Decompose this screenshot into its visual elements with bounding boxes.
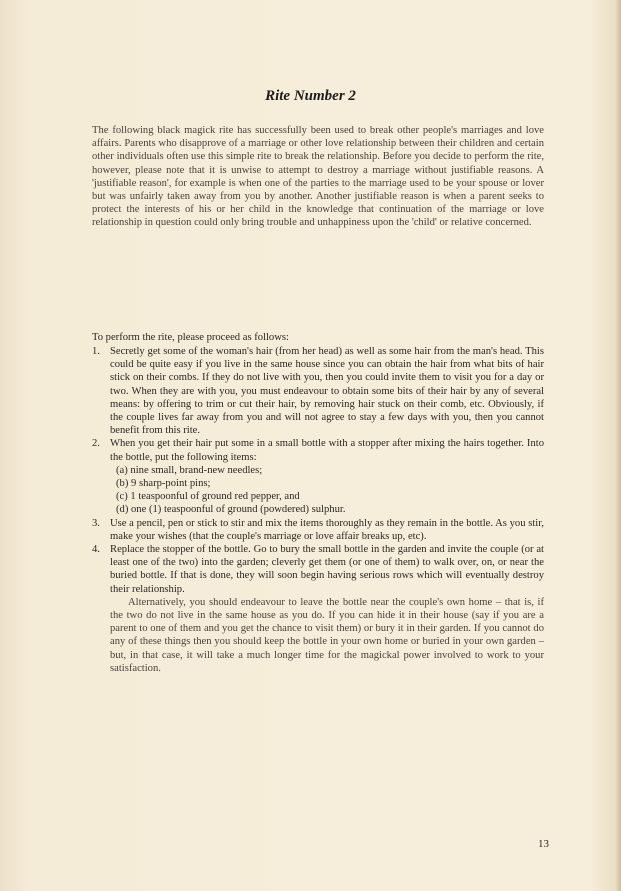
step-text: When you get their hair put some in a small bottle with a stopper after mixing the hairs together. Into the bottle, put the following items: bbox=[110, 438, 544, 463]
ingredient-item: (b) 9 sharp-point pins; bbox=[116, 478, 211, 490]
page-number: 13 bbox=[538, 838, 549, 850]
ingredient-item: (c) 1 teaspoonful of ground red pepper, and bbox=[116, 491, 300, 503]
step-1 bbox=[92, 345, 544, 437]
step-number: 1. bbox=[92, 346, 100, 357]
intro-paragraph bbox=[92, 124, 544, 230]
step-number: 4. bbox=[92, 544, 100, 556]
alternative-paragraph: Alternatively, you should endeavour to leave the bottle near the couple's own home – that is, if the two do not live in the same house as you do. If you can hide it in their house (say if you are a parent to one of them and you get the chance to visit them) or bury it in their garden. If you cannot do any of these things then you should keep the bottle in your own home or buried in your own garden – but, in that case, it will take a much longer time for the magickal power involved to work to your satisfaction. bbox=[110, 596, 544, 674]
step-text: Use a pencil, pen or stick to stir and mix the items thoroughly as they remain in the bottle. As you stir, make your wishes (that the couple's marriage or love affair breaks up, etc). bbox=[110, 517, 544, 542]
ingredient-item: (d) one (1) teaspoonful of ground (powdered) sulphur. bbox=[116, 504, 346, 516]
step-4 bbox=[92, 543, 544, 596]
step-text: Secretly get some of the woman's hair (from her head) as well as some hair from the man's head. This could be quite easy if you live in the same house since you can obtain the hair from what bits of hair stick on their combs. If they do not live with you, then you could invite them to visit you for a day or two. When they are with you, you must endeavour to obtain some bits of their hair by any of several means: by offering to trim or cut their hair, by removing hair stuck on their comb, etc. Obviously, if the couple lives far away from you and will not agree to stay a few days with you, then you cannot benefit from this rite. bbox=[110, 346, 544, 437]
page-edge-shadow bbox=[615, 0, 621, 891]
intro-text: The following black magick rite has successfully been used to break other people's marriages and love affairs. Parents who disapprove of a marriage or other love relationship between their children and certain other individuals often use this simple rite to break the relationship. Before you decide to perform the rite, however, please note that it is unwise to attempt to destroy a marriage without justifiable reasons. A 'justifiable reason', for example is when one of the parties to the marriage used to be your spouse or lover but was unfairly taken away from you by another. Another justifiable reason is when a parent seeks to protect the interests of his or her child in the knowledge that continuation of the marriage or love relationship in question could only bring trouble and unhappiness upon the 'child' or relative concerned. bbox=[92, 125, 544, 229]
step-text: Replace the stopper of the bottle. Go to bury the small bottle in the garden and invite the couple (or at least one of the two) into the garden; cleverly get them (or one of them) to walk over, on, or near the buried bottle. If that is done, they will soon begin having serious rows which will eventually destroy their relationship. bbox=[110, 544, 544, 595]
step-number: 3. bbox=[92, 517, 100, 529]
step-3 bbox=[92, 517, 544, 543]
page-title: Rite Number 2 bbox=[265, 88, 356, 104]
step-number: 2. bbox=[92, 438, 100, 450]
steps-list bbox=[92, 345, 544, 675]
ingredients-list bbox=[110, 464, 544, 517]
ingredient-item: (a) nine small, brand-new needles; bbox=[116, 464, 263, 476]
step-2 bbox=[92, 437, 544, 516]
proceed-line: To perform the rite, please proceed as follows: bbox=[92, 332, 289, 343]
